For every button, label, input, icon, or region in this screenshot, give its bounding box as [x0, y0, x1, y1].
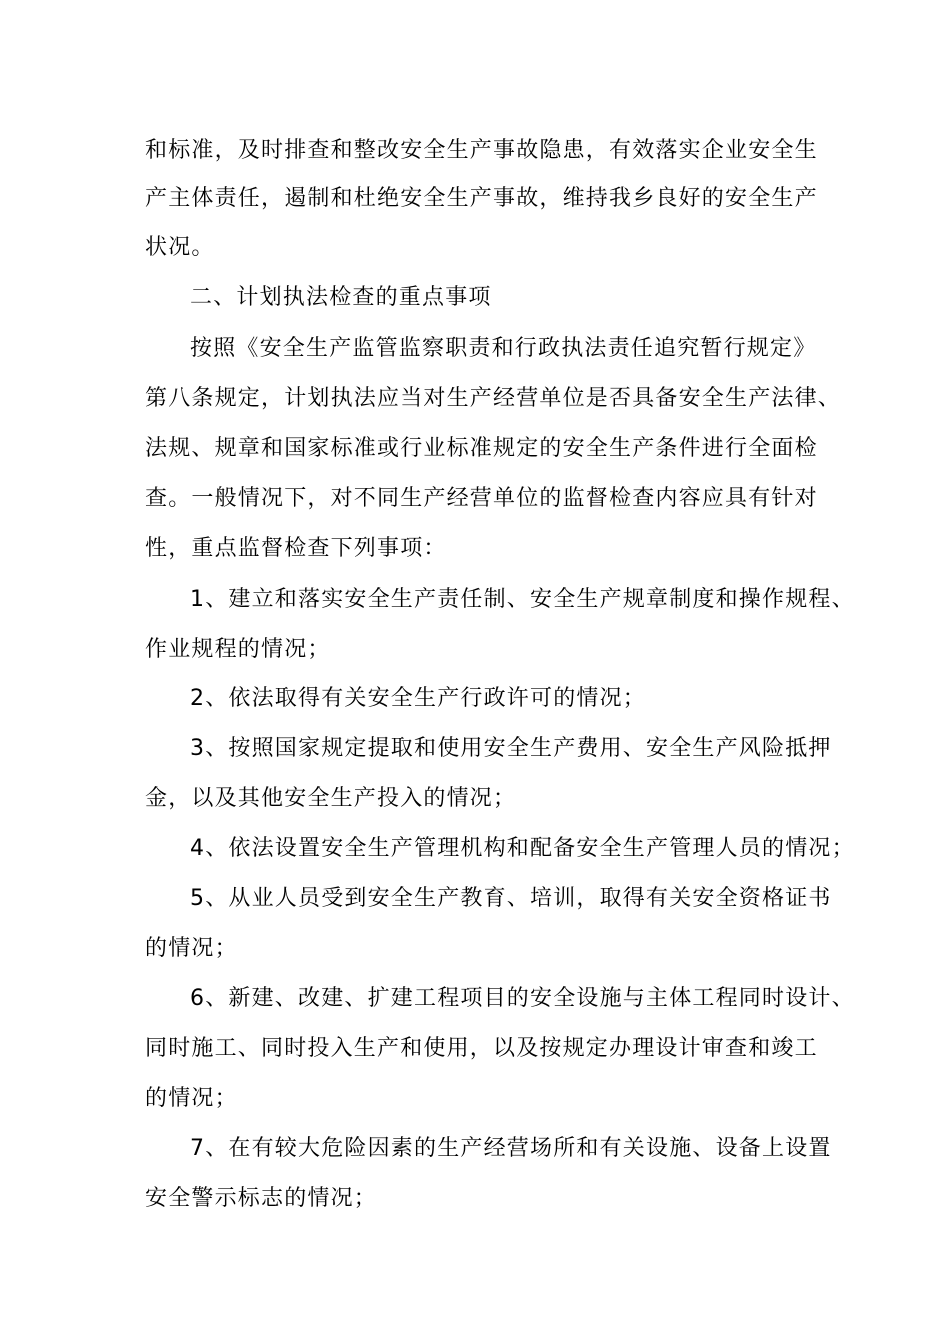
list-item: 6、新建、改建、扩建工程项目的安全设施与主体工程同时设计、	[190, 986, 855, 1011]
text-line: 作业规程的情况；	[145, 637, 331, 662]
text-line: 产主体责任，遏制和杜绝安全生产事故，维持我乡良好的安全生产	[145, 186, 818, 211]
list-item: 3、按照国家规定提取和使用安全生产费用、安全生产风险抵押	[190, 736, 832, 761]
text-line: 法规、规章和国家标准或行业标准规定的安全生产条件进行全面检	[145, 436, 818, 461]
list-item: 7、在有较大危险因素的生产经营场所和有关设施、设备上设置	[190, 1136, 832, 1161]
text-line: 同时施工、同时投入生产和使用，以及按规定办理设计审查和竣工	[145, 1036, 818, 1061]
text-line: 的情况；	[145, 1086, 238, 1111]
list-item: 2、依法取得有关安全生产行政许可的情况；	[190, 686, 646, 711]
section-heading: 二、计划执法检查的重点事项	[190, 285, 492, 310]
text-line: 查。一般情况下，对不同生产经营单位的监督检查内容应具有针对	[145, 486, 818, 511]
list-item: 1、建立和落实安全生产责任制、安全生产规章制度和操作规程、	[190, 587, 855, 612]
text-line: 第八条规定，计划执法应当对生产经营单位是否具备安全生产法律、	[145, 386, 842, 411]
text-line: 安全警示标志的情况；	[145, 1186, 378, 1211]
text-line: 的情况；	[145, 936, 238, 961]
text-line: 按照《安全生产监管监察职责和行政执法责任追究暂行规定》	[190, 336, 817, 361]
list-item: 5、从业人员受到安全生产教育、培训，取得有关安全资格证书	[190, 886, 832, 911]
text-line: 金，以及其他安全生产投入的情况；	[145, 786, 517, 811]
text-line: 和标准，及时排查和整改安全生产事故隐患，有效落实企业安全生	[145, 138, 818, 163]
text-line: 状况。	[145, 235, 215, 260]
text-line: 性，重点监督检查下列事项：	[145, 536, 447, 561]
list-item: 4、依法设置安全生产管理机构和配备安全生产管理人员的情况；	[190, 836, 855, 861]
